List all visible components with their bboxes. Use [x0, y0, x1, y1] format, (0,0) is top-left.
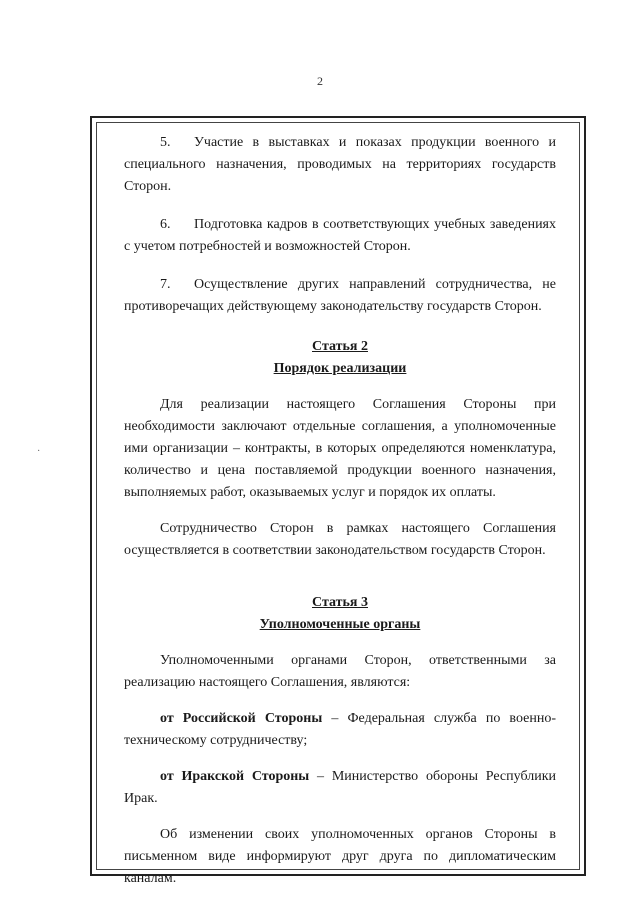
margin-mark: · [37, 446, 41, 457]
item-number: 7. [160, 277, 171, 292]
item-number: 5. [160, 135, 171, 150]
item-text: Участие в выставках и показах продукции военного и специального назначения, проводимых на территориях государств Сторон. [124, 135, 556, 194]
document-body [124, 132, 556, 890]
item-text: Осуществление других направлений сотрудничества, не противоречащих действующему законодательству государств Сторон. [124, 277, 556, 314]
party-label: от Иракской Стороны [160, 769, 310, 784]
party-iraqi [124, 766, 556, 810]
party-text: – Федеральная служба по военно-техническому сотрудничеству; [124, 711, 556, 748]
party-label: от Российской Стороны [160, 711, 323, 726]
article-3-closing: Об изменении своих уполномоченных органов Стороны в письменном виде информируют друг друга по дипломатическим каналам. [124, 827, 556, 886]
article-2-paragraph-1: Для реализации настоящего Соглашения Стороны при необходимости заключают отдельные соглашения, а уполномоченные ими организации – контракты, в которых определяются номенклатура, количество и цена поставляемой продукции военного назначения, выполняемых работ, оказываемых услуг и порядок их оплаты. [124, 397, 556, 500]
article-3-intro: Уполномоченными органами Сторон, ответственными за реализацию настоящего Соглашения, являются: [124, 653, 556, 690]
article-3-subtitle: Уполномоченные органы [259, 617, 421, 632]
article-2-title: Статья 2 [312, 339, 368, 354]
article-3-title: Статья 3 [312, 595, 368, 610]
party-text: – Министерство обороны Республики Ирак. [124, 769, 556, 806]
item-text: Подготовка кадров в соответствующих учебных заведениях с учетом потребностей и возможностей Сторон. [124, 217, 556, 254]
article-2-subtitle: Порядок реализации [273, 361, 407, 376]
article-2-paragraph-2: Сотрудничество Сторон в рамках настоящего Соглашения осуществляется в соответствии законодательством государств Сторон. [124, 521, 556, 558]
list-item-7 [124, 274, 556, 318]
item-number: 6. [160, 217, 171, 232]
page-number: 2 [317, 74, 323, 88]
list-item-6 [124, 214, 556, 258]
list-item-5 [124, 132, 556, 198]
party-russian [124, 708, 556, 752]
